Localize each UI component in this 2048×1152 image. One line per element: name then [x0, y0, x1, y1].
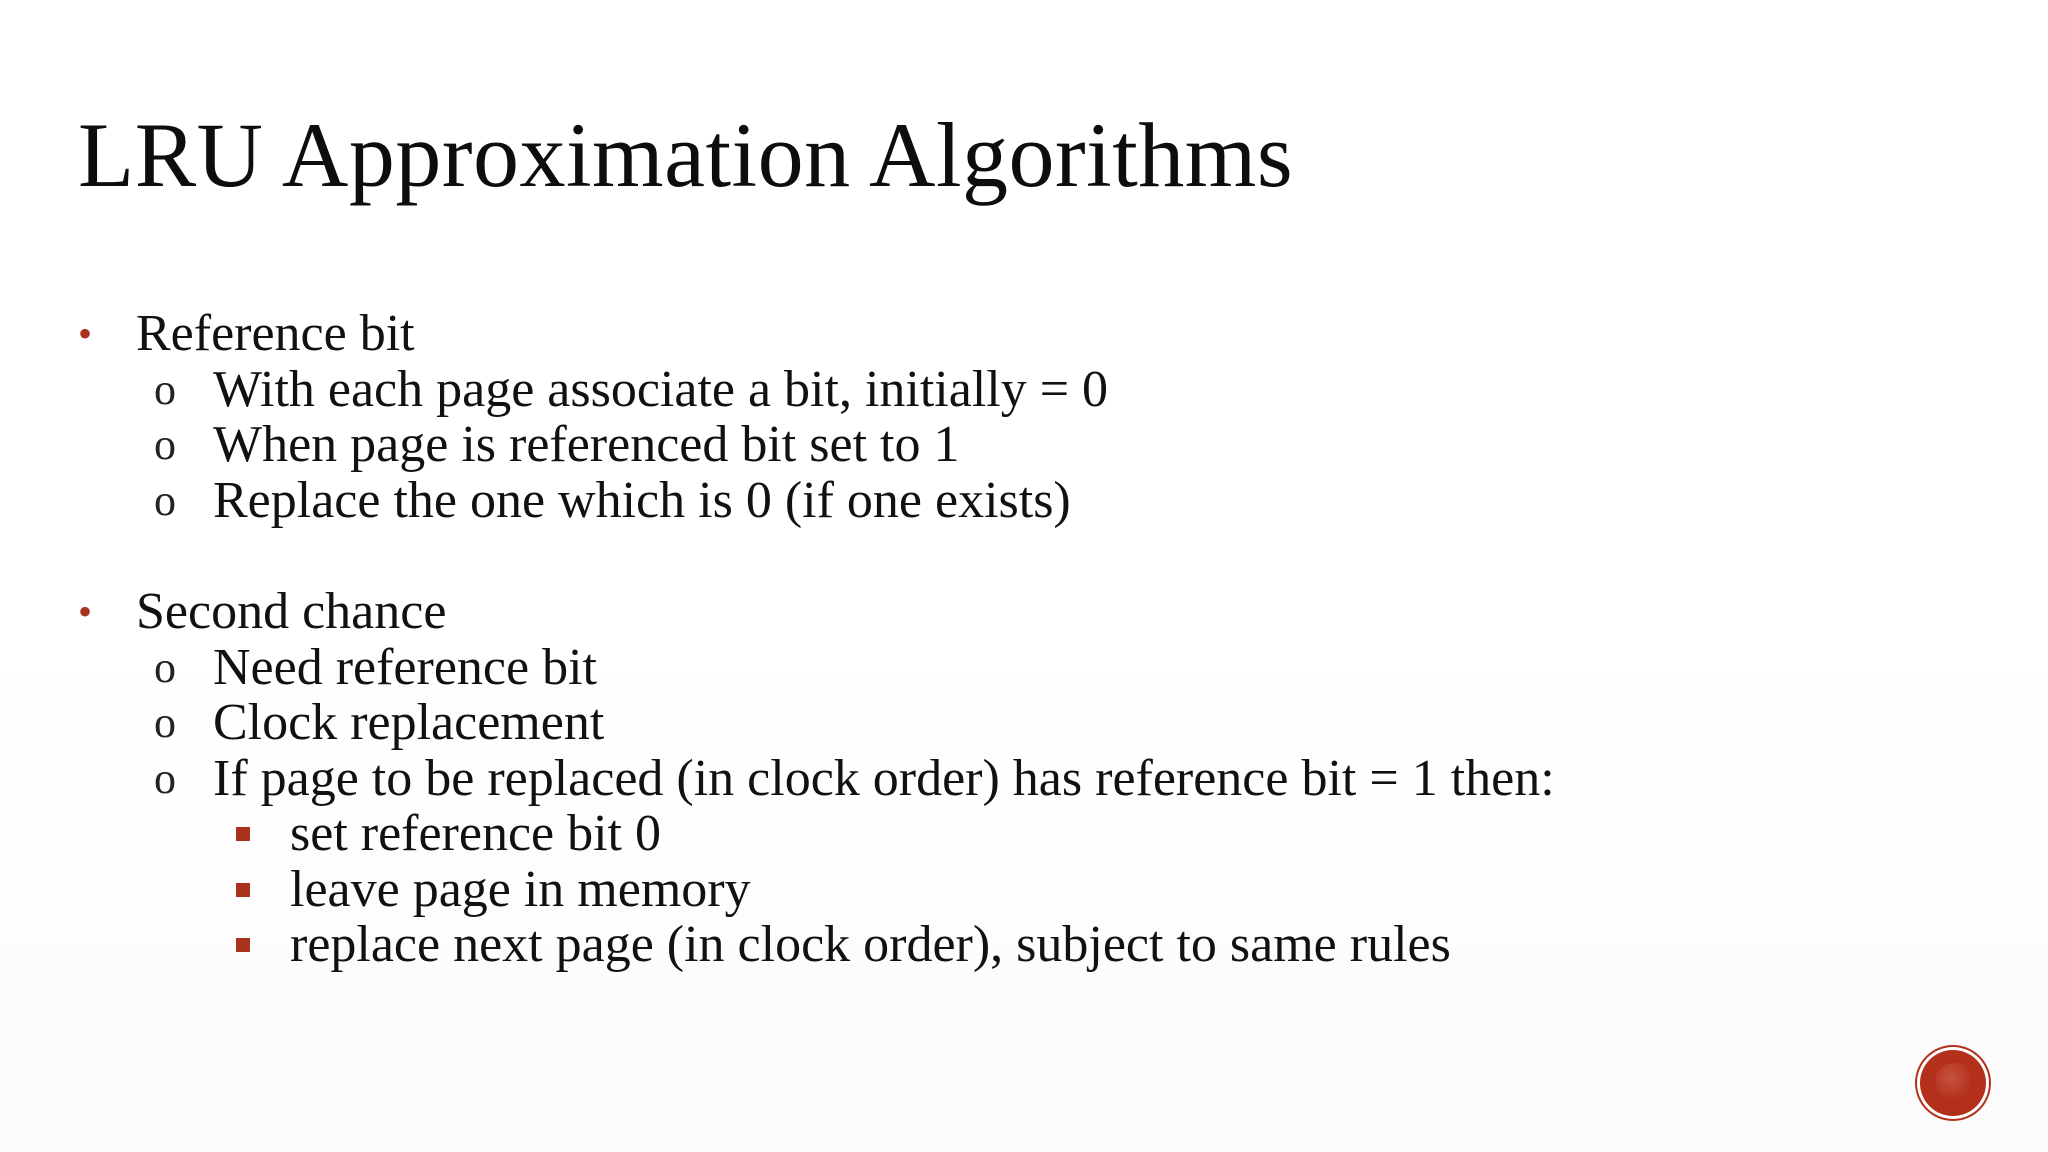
bullet-text: replace next page (in clock order), subject to same rules — [290, 916, 1451, 973]
bullet-level2 — [72, 473, 1972, 529]
bullet-level2 — [72, 417, 1972, 473]
bullet-text: Second chance — [136, 583, 447, 640]
slide-number-circle-icon — [1917, 1047, 1989, 1119]
bullet-level3 — [72, 806, 1972, 862]
slide-body — [72, 306, 1972, 1029]
section-reference-bit — [72, 306, 1972, 528]
bullet-square-icon — [236, 827, 250, 841]
bullet-level1 — [72, 306, 1972, 362]
bullet-text: If page to be replaced (in clock order) has reference bit = 1 then: — [213, 749, 1555, 807]
bullet-square-icon — [236, 883, 250, 897]
section-second-chance — [72, 584, 1972, 973]
bullet-level2 — [72, 751, 1972, 807]
bullet-circle-icon: o — [154, 698, 176, 747]
bullet-circle-icon: o — [154, 642, 176, 692]
bullet-text: set reference bit 0 — [290, 805, 662, 862]
bullet-text: Reference bit — [136, 305, 415, 362]
bullet-text: When page is referenced bit set to 1 — [213, 416, 960, 473]
bullet-level2 — [72, 695, 1972, 751]
bullet-dot-icon: • — [78, 589, 93, 634]
bullet-dot-icon: • — [78, 311, 93, 356]
bullet-circle-icon: o — [154, 475, 176, 525]
bullet-text: Need reference bit — [213, 638, 597, 696]
bullet-level2 — [72, 362, 1972, 418]
bullet-circle-icon: o — [154, 420, 176, 469]
bullet-square-icon — [236, 938, 250, 952]
bullet-level2 — [72, 640, 1972, 696]
bullet-circle-icon: o — [154, 364, 176, 414]
bullet-level3 — [72, 917, 1972, 973]
slide-title: LRU Approximation Algorithms — [78, 104, 1294, 206]
bullet-text: Clock replacement — [213, 694, 605, 751]
bullet-text: With each page associate a bit, initially = 0 — [213, 360, 1109, 418]
bullet-text: leave page in memory — [290, 860, 751, 918]
bullet-circle-icon: o — [154, 753, 176, 803]
bullet-text: Replace the one which is 0 (if one exists) — [213, 471, 1071, 529]
bullet-level3 — [72, 862, 1972, 918]
bullet-level1 — [72, 584, 1972, 640]
